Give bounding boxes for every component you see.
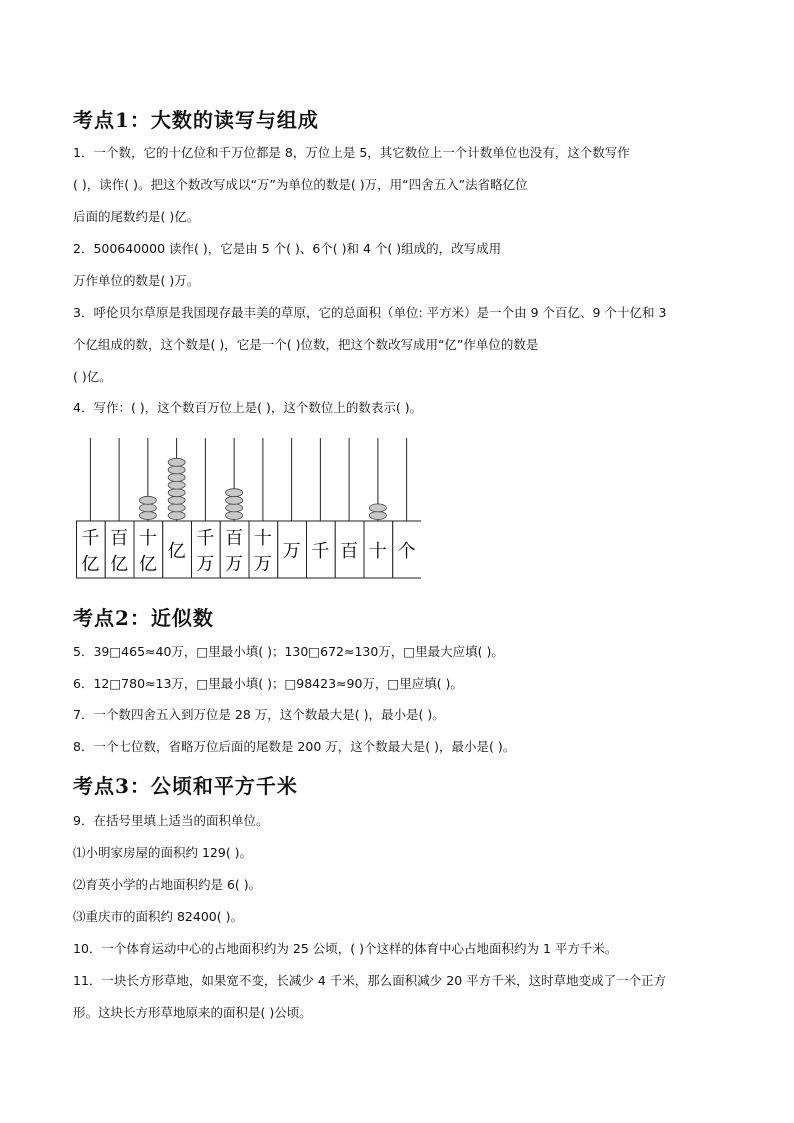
abacus-place-label: 亿 xyxy=(110,554,129,575)
question-9-item-2: ⑵育英小学的占地面积约是 6( )。 xyxy=(73,877,262,892)
question-7: 7．一个数四舍五入到万位是 28 万，这个数最大是( )，最小是( )。 xyxy=(73,707,445,722)
question-10: 10．一个体育运动中心的占地面积约为 25 公顷，( )个这样的体育中心占地面积约为 1 平方千米。 xyxy=(73,941,618,956)
section-title-3: 考点3：公顷和平方千米 xyxy=(73,774,298,798)
abacus-bead xyxy=(226,504,243,512)
abacus-svg xyxy=(76,438,421,579)
abacus-place-label: 百 xyxy=(110,528,129,549)
abacus-bead xyxy=(139,512,156,520)
abacus-bead xyxy=(168,504,185,512)
abacus-bead xyxy=(168,512,185,520)
question-2-line-1: 2．500640000 读作( )，它是由 5 个( )、6个( )和 4 个( )组成的，改写成用 xyxy=(73,241,502,256)
abacus-place-label: 万 xyxy=(225,554,244,575)
abacus-bead xyxy=(226,512,243,520)
abacus-bead xyxy=(168,496,185,504)
question-4: 4．写作：( )，这个数百万位上是( )，这个数位上的数表示( )。 xyxy=(73,400,423,415)
abacus-bead xyxy=(369,504,386,512)
abacus-bead xyxy=(168,481,185,489)
question-2-line-2: 万作单位的数是( )万。 xyxy=(73,273,200,288)
abacus-bead xyxy=(226,489,243,497)
abacus-place-label: 个 xyxy=(397,541,416,562)
question-3-line-3: ( )亿。 xyxy=(73,369,112,384)
abacus-place-label: 亿 xyxy=(167,541,186,562)
question-11-line-1: 11．一块长方形草地，如果宽不变，长减少 4 千米，那么面积减少 20 平方千米，这时草地变成了一个正方 xyxy=(73,973,667,988)
abacus-place-label: 万 xyxy=(196,554,215,575)
question-3-line-2: 个亿组成的数，这个数是( )，它是一个( )位数，把这个数改写成用“亿”作单位的数是 xyxy=(73,337,539,352)
question-9-item-3: ⑶重庆市的面积约 82400( )。 xyxy=(73,909,243,924)
abacus-place-label: 千 xyxy=(311,541,330,562)
abacus-bead xyxy=(168,466,185,474)
question-3-line-1: 3．呼伦贝尔草原是我国现存最丰美的草原，它的总面积（单位: 平方米）是一个由 9 个百亿、9 个十亿和 3 xyxy=(73,305,667,320)
abacus-bead xyxy=(168,489,185,497)
abacus-place-label: 千 xyxy=(81,528,100,549)
abacus-place-label: 十 xyxy=(368,541,387,562)
abacus-place-label: 亿 xyxy=(138,554,157,575)
question-9-item-1: ⑴小明家房屋的面积约 129( )。 xyxy=(73,845,253,860)
question-9: 9．在括号里填上适当的面积单位。 xyxy=(73,813,269,828)
abacus-bead xyxy=(139,504,156,512)
abacus-bead xyxy=(226,496,243,504)
question-6: 6．12□780≈13万，□里最小填( )；□98423≈90万，□里应填( )。 xyxy=(73,676,463,691)
question-8: 8．一个七位数，省略万位后面的尾数是 200 万，这个数最大是( )，最小是( )。 xyxy=(73,739,516,754)
abacus-place-label: 百 xyxy=(225,528,244,549)
abacus-bead xyxy=(369,512,386,520)
question-1-line-1: 1．一个数，它的十亿位和千万位都是 8，万位上是 5，其它数位上一个计数单位也没有，这个数写作 xyxy=(73,145,630,160)
abacus-bead xyxy=(168,458,185,466)
abacus-bead xyxy=(168,474,185,482)
abacus-place-label: 百 xyxy=(340,541,359,562)
question-1-line-2: ( )，读作( )。把这个数改写成以“万”为单位的数是( )万，用“四舍五入”法省略亿位 xyxy=(73,177,528,192)
abacus-place-label: 千 xyxy=(196,528,215,549)
question-1-line-3: 后面的尾数约是( )亿。 xyxy=(73,209,200,224)
question-5: 5．39□465≈40万，□里最小填( )；130□672≈130万，□里最大应填( )。 xyxy=(73,644,504,659)
abacus-place-label: 十 xyxy=(138,528,157,549)
section-title-1: 考点1：大数的读写与组成 xyxy=(73,108,319,132)
abacus-bead xyxy=(139,496,156,504)
abacus-place-label: 十 xyxy=(253,528,272,549)
question-11-line-2: 形。这块长方形草地原来的面积是( )公顷。 xyxy=(73,1005,312,1020)
abacus-figure xyxy=(76,438,421,579)
abacus-place-label: 万 xyxy=(282,541,301,562)
abacus-place-label: 万 xyxy=(253,554,272,575)
section-title-2: 考点2：近似数 xyxy=(73,606,214,630)
abacus-place-label: 亿 xyxy=(81,554,100,575)
